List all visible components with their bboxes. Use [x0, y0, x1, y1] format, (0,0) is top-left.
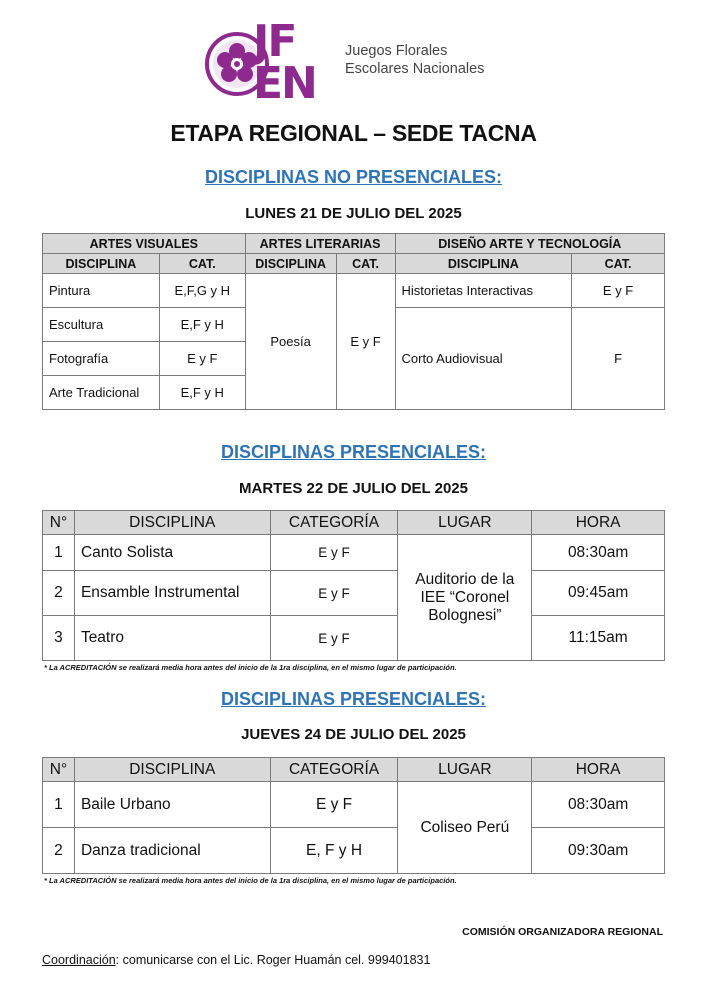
numero-cell: 2 — [43, 571, 75, 616]
disciplina-cell: Canto Solista — [74, 535, 270, 571]
hora-cell: 08:30am — [532, 782, 665, 828]
categoria-cell: E y F — [270, 616, 398, 661]
disciplina-cell: Corto Audiovisual — [395, 308, 572, 410]
numero-cell: 3 — [43, 616, 75, 661]
section3-date: JUEVES 24 DE JULIO DEL 2025 — [241, 726, 466, 743]
disciplina-cell: Teatro — [74, 616, 270, 661]
table-no-presenciales — [42, 233, 665, 410]
table-header-row — [43, 511, 665, 535]
acreditacion-note: * La ACREDITACIÓN se realizará media hora antes del inicio de la 1ra disciplina, en el mismo lugar de participación. — [44, 663, 457, 672]
col-categoria: CATEGORÍA — [270, 758, 398, 782]
table-row — [43, 828, 665, 874]
cat-cell: E,F y H — [159, 376, 245, 410]
disciplina-cell: Historietas Interactivas — [395, 274, 572, 308]
numero-cell: 1 — [43, 782, 75, 828]
logo-text-line1: Juegos Florales — [345, 43, 448, 59]
cat-cell: E,F y H — [159, 308, 245, 342]
group-diseno: DISEÑO ARTE Y TECNOLOGÍA — [395, 234, 665, 254]
col-lugar: LUGAR — [398, 758, 532, 782]
commission-label: COMISIÓN ORGANIZADORA REGIONAL — [462, 926, 663, 938]
acreditacion-note: * La ACREDITACIÓN se realizará media hora antes del inicio de la 1ra disciplina, en el mismo lugar de participación. — [44, 876, 457, 885]
group-artes-literarias: ARTES LITERARIAS — [245, 234, 395, 254]
page-title: ETAPA REGIONAL – SEDE TACNA — [170, 120, 537, 146]
col-hora: HORA — [532, 758, 665, 782]
coordination-line — [42, 953, 430, 967]
numero-cell: 1 — [43, 535, 75, 571]
lugar-cell: Coliseo Perú — [398, 782, 532, 874]
col-disciplina: DISCIPLINA — [43, 254, 160, 274]
categoria-cell: E y F — [270, 571, 398, 616]
col-lugar: LUGAR — [398, 511, 532, 535]
table-martes — [42, 510, 665, 661]
disciplina-cell: Poesía — [245, 274, 336, 410]
table-header-row — [43, 758, 665, 782]
col-cat: CAT. — [572, 254, 665, 274]
cat-cell: E y F — [572, 274, 665, 308]
section2-date: MARTES 22 DE JULIO DEL 2025 — [239, 480, 468, 497]
section1-heading: DISCIPLINAS NO PRESENCIALES: — [204, 167, 503, 187]
table-row — [43, 616, 665, 661]
col-cat: CAT. — [159, 254, 245, 274]
col-disciplina: DISCIPLINA — [245, 254, 336, 274]
disciplina-cell: Baile Urbano — [74, 782, 270, 828]
lugar-line: IEE “Coronel — [420, 588, 510, 606]
cat-cell: F — [572, 308, 665, 410]
lugar-cell — [398, 535, 532, 661]
coordination-label: Coordinación — [42, 953, 116, 967]
hora-cell: 09:45am — [532, 571, 665, 616]
categoria-cell: E y F — [270, 535, 398, 571]
table-row — [43, 782, 665, 828]
logo-letters-bottom: EN — [253, 58, 316, 109]
disciplina-cell: Fotografía — [43, 342, 160, 376]
logo-letters-top: JF — [253, 16, 296, 67]
col-cat: CAT. — [336, 254, 395, 274]
col-disciplina: DISCIPLINA — [395, 254, 572, 274]
hora-cell: 08:30am — [532, 535, 665, 571]
logo-wordmark — [345, 42, 484, 78]
lugar-line: Auditorio de la — [415, 570, 515, 588]
col-numero: N° — [43, 758, 75, 782]
categoria-cell: E, F y H — [270, 828, 398, 874]
section1-date: LUNES 21 DE JULIO DEL 2025 — [245, 205, 462, 222]
disciplina-cell: Pintura — [43, 274, 160, 308]
group-artes-visuales: ARTES VISUALES — [43, 234, 246, 254]
col-disciplina: DISCIPLINA — [74, 511, 270, 535]
group-header-row — [43, 234, 665, 254]
hora-cell: 11:15am — [532, 616, 665, 661]
section3-heading: DISCIPLINAS PRESENCIALES: — [220, 689, 487, 709]
cat-cell: E,F,G y H — [159, 274, 245, 308]
coordination-text: : comunicarse con el Lic. Roger Huamán cel. 999401831 — [115, 953, 431, 967]
disciplina-cell: Escultura — [43, 308, 160, 342]
table-jueves — [42, 757, 665, 874]
col-hora: HORA — [532, 511, 665, 535]
lugar-line: Bolognesi” — [428, 606, 502, 624]
logo-text-line2: Escolares Nacionales — [345, 61, 485, 77]
categoria-cell: E y F — [270, 782, 398, 828]
numero-cell: 2 — [43, 828, 75, 874]
table-row — [43, 571, 665, 616]
cat-cell: E y F — [336, 274, 395, 410]
disciplina-cell: Arte Tradicional — [43, 376, 160, 410]
disciplina-cell: Ensamble Instrumental — [74, 571, 270, 616]
table-row — [43, 274, 665, 308]
column-header-row — [43, 254, 665, 274]
col-numero: N° — [43, 511, 75, 535]
hora-cell: 09:30am — [532, 828, 665, 874]
section2-heading: DISCIPLINAS PRESENCIALES: — [220, 442, 487, 462]
col-disciplina: DISCIPLINA — [74, 758, 270, 782]
col-categoria: CATEGORÍA — [270, 511, 398, 535]
cat-cell: E y F — [159, 342, 245, 376]
table-row — [43, 535, 665, 571]
jfen-logo — [205, 16, 505, 112]
disciplina-cell: Danza tradicional — [74, 828, 270, 874]
